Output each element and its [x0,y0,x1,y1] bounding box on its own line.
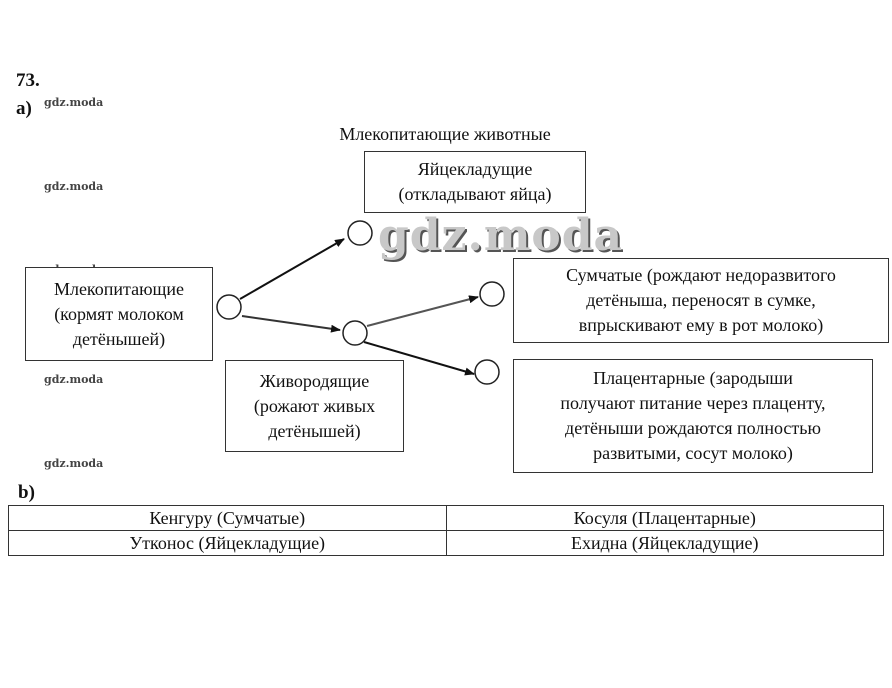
watermark-label: gdz.moda [44,180,104,193]
mammals-line2: (кормят молоком [54,303,184,324]
oviparous-line1: Яйцекладущие [417,159,533,179]
part-a-label: а) [16,98,32,119]
node-mammals [217,295,241,319]
placental-line1: Плацентарные (зародыши [593,368,793,388]
marsupials-line3: впрыскивают ему в рот молоко) [578,315,824,335]
arrow-to-viviparous [242,316,340,330]
oviparous-line2: (откладывают яйца) [398,184,552,204]
table-cell: Ехидна (Яйцекладущие) [446,531,884,556]
table-row [9,506,884,531]
marsupials-line1: Сумчатые (рождают недоразвитого [566,265,836,285]
node-placental [475,360,499,384]
table-cell: Кенгуру (Сумчатые) [9,506,447,531]
diagram-title: Млекопитающие животные [339,124,551,144]
marsupials-line2: детёныша, переносят в сумке, [586,290,816,310]
placental-line2: получают питание через плаценту, [560,393,826,413]
box-oviparous [364,151,586,213]
mammals-line3: детёнышей) [72,328,166,349]
viviparous-line2: (рожают живых [253,395,376,416]
node-marsupials [480,282,504,306]
box-placental [513,359,873,473]
arrow-to-oviparous [240,239,344,299]
box-viviparous [225,360,404,452]
task-number: 73. [16,70,40,91]
table-row [9,531,884,556]
box-marsupials [513,258,889,343]
watermark-label: gdz.moda [44,457,104,470]
answers-table [8,505,884,556]
arrow-to-marsupials [367,297,478,326]
viviparous-line1: Живородящие [259,370,370,391]
watermark-logo: gdz.moda [378,210,624,261]
node-viviparous [343,321,367,345]
watermark-label: gdz.moda [44,373,104,386]
placental-line3: детёныши рождаются полностью [565,418,821,438]
node-oviparous [348,221,372,245]
watermark-label: gdz.moda [44,96,104,109]
viviparous-line3: детёнышей) [268,420,361,441]
table-cell: Утконос (Яйцекладущие) [9,531,447,556]
box-mammals [25,267,213,361]
table-cell: Косуля (Плацентарные) [446,506,884,531]
mammals-line1: Млекопитающие [53,278,185,299]
placental-line4: развитыми, сосут молоко) [593,443,793,463]
part-b-label: b) [18,482,35,503]
